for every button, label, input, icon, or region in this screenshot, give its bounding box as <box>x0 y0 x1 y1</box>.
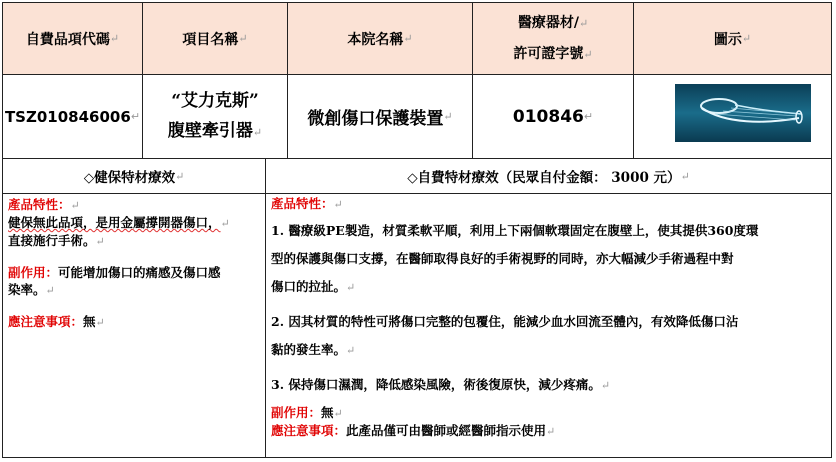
row-divider-3 <box>2 193 832 194</box>
self-pay-title: ◇自費特材療效（民眾自付金額： 3000 元） ↵ <box>407 169 690 186</box>
wound-retractor-image <box>675 84 811 142</box>
header-hospital-name: 本院名稱 ↵ <box>288 3 472 74</box>
nhi-content: 產品特性：↵ 健保無此品項，是用金屬撐開器傷口，↵ 直接施行手術。↵ 副作用：可能增加傷口的痛感及傷口感 染率。↵ 應注意事項：無↵ <box>8 197 230 329</box>
header-illustration: 圖示 ↵ <box>634 3 831 74</box>
self-pay-content: 產品特性：↵ 1. 醫療級PE製造，材質柔軟平順，利用上下兩個軟環固定在腹壁上，使其提供360度環 型的保護與傷口支撐，在醫師取得良好的手術視野的同時，亦大幅減少手術過程中對 傷口的拉扯。↵ 2. 因其材質的特性可將傷口完整的包覆住，能減少血水回流至體內，有效降低傷口沾 黏的發生率。↵ 3. 保持傷口濕潤，降低感染風險，術後復原快，減少疼痛。↵ 副作用：無↵ 應注意事項：此產品僅可由醫師或經醫師指示使用↵ <box>271 196 759 438</box>
col-divider-4 <box>633 2 634 159</box>
col-divider-3 <box>472 2 473 159</box>
item-name: “艾力克斯” 腹壁牽引器↵ <box>167 90 263 141</box>
col-divider-1 <box>142 2 143 159</box>
header-code: 自費品項代碼 ↵ <box>3 3 142 74</box>
hospital-name: 微創傷口保護裝置 ↵ <box>307 109 453 129</box>
illustration-cell <box>634 75 831 158</box>
license-number: 010846 ↵ <box>512 106 594 127</box>
header-license: 醫療器材/↵ 許可證字號↵ <box>473 3 633 74</box>
item-code: TSZ010846006 ↵ <box>4 107 141 126</box>
header-item-name: 項目名稱 ↵ <box>143 3 287 74</box>
row-divider-2 <box>2 158 832 159</box>
nhi-title: ◇健保特材療效 ↵ <box>83 169 185 186</box>
col-divider-5 <box>265 158 266 458</box>
col-divider-2 <box>287 2 288 159</box>
row-divider-1 <box>2 74 832 75</box>
